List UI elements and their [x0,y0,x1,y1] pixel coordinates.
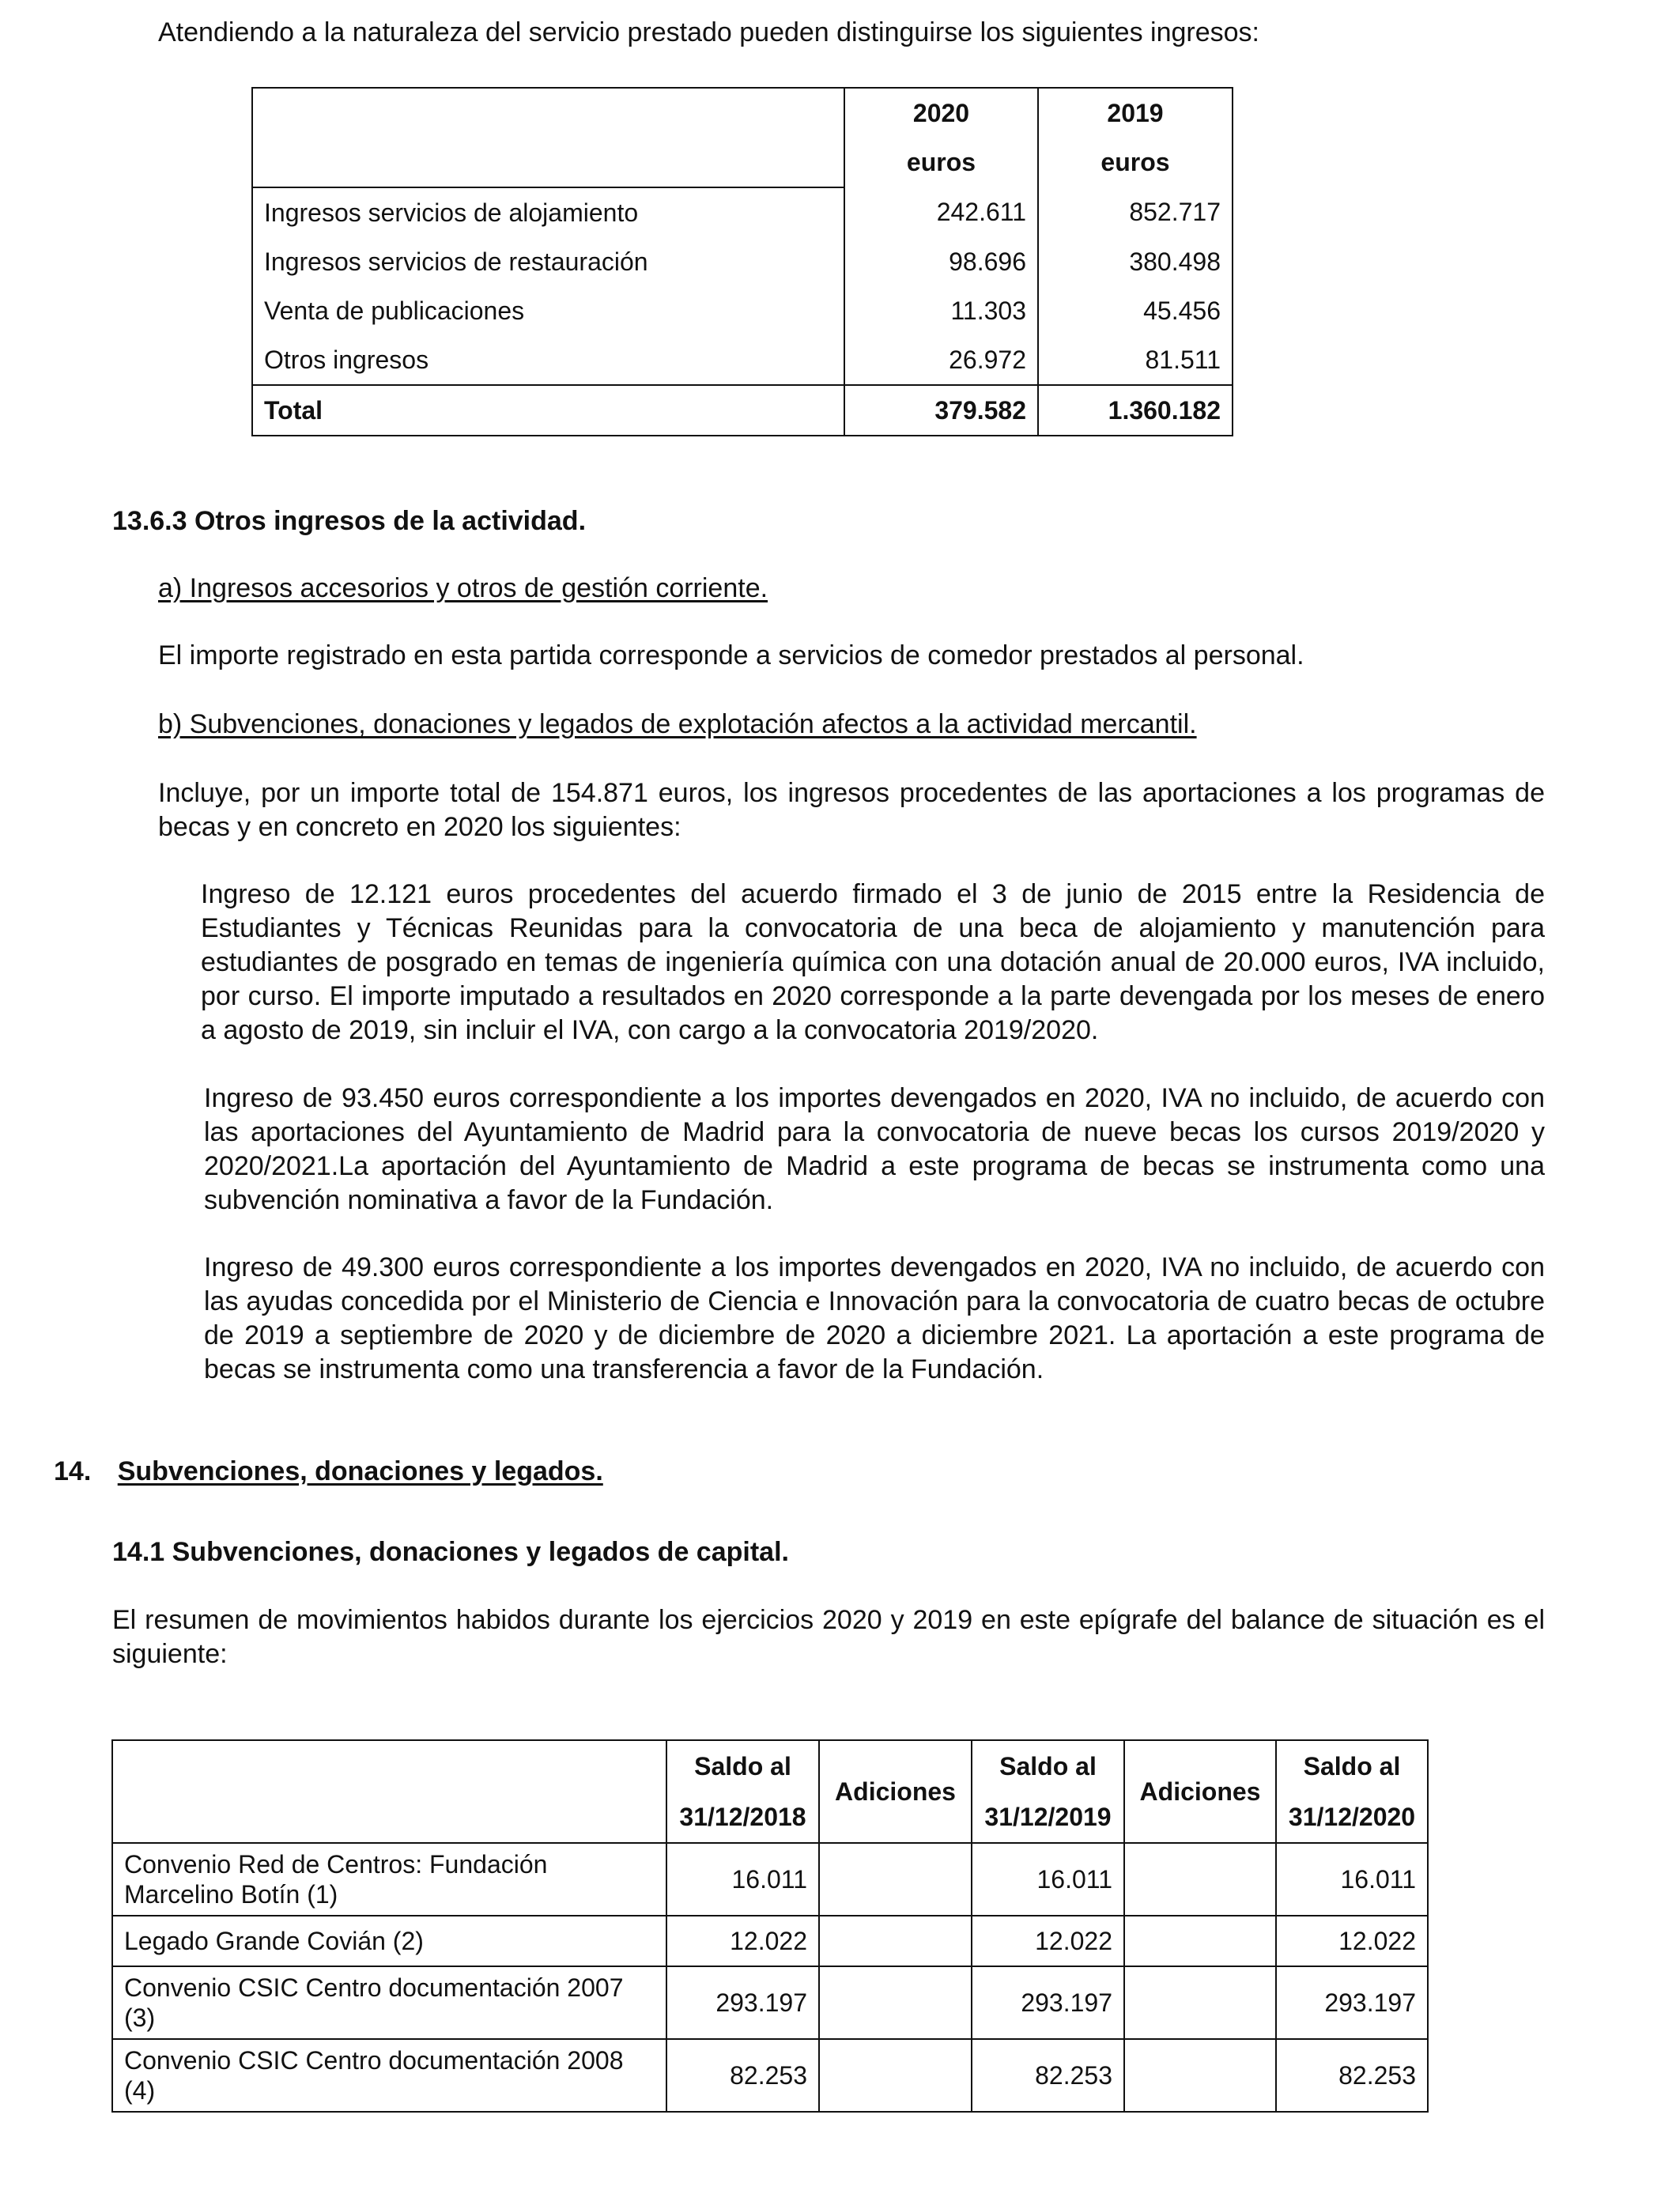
row-value-2019: 81.511 [1038,335,1233,385]
row-label: Otros ingresos [252,335,844,385]
header-line2: 31/12/2018 [679,1803,806,1831]
header-line1: Saldo al [694,1752,791,1781]
row-value-2019: 380.498 [1038,237,1233,286]
row-saldo-2020: 12.022 [1276,1916,1428,1966]
table-row [112,1966,1428,2039]
row-saldo-2019: 12.022 [972,1916,1124,1966]
row-label: Convenio Red de Centros: Fundación Marcelino Botín (1) [112,1843,666,1916]
header-line2: 31/12/2020 [1288,1803,1416,1831]
section-heading-13-6-3: 13.6.3 Otros ingresos de la actividad. [112,506,587,536]
table-total-row [252,385,1233,436]
section-14-heading [54,1455,603,1489]
table-row [112,1843,1428,1916]
header-unit-2020: euros [844,138,1038,187]
subsection-14-1-heading: 14.1 Subvenciones, donaciones y legados de capital. [112,1537,789,1567]
header-adiciones-1: Adiciones [819,1740,972,1843]
header-line1: Saldo al [1303,1752,1401,1781]
table-row [252,335,1233,385]
row-value-2020: 26.972 [844,335,1038,385]
row-saldo-2018: 293.197 [666,1966,819,2039]
row-label: Convenio CSIC Centro documentación 2007 (3) [112,1966,666,2039]
header-adiciones-2: Adiciones [1124,1740,1276,1843]
header-year-2019: 2019 [1038,88,1233,138]
row-label: Venta de publicaciones [252,286,844,335]
row-value-2020: 242.611 [844,187,1038,237]
row-label: Convenio CSIC Centro documentación 2008 (4) [112,2039,666,2112]
row-adiciones-2 [1124,2039,1276,2112]
row-value-2019: 45.456 [1038,286,1233,335]
subsection-b-text: Incluye, por un importe total de 154.871 euros, los ingresos procedentes de las aportaciones a los programas de becas y en concreto en 2020 los siguientes: [158,778,1545,842]
header-saldo-2020 [1276,1740,1428,1843]
row-value-2020: 98.696 [844,237,1038,286]
header-saldo-2019 [972,1740,1124,1843]
table-row [112,1916,1428,1966]
row-saldo-2020: 16.011 [1276,1843,1428,1916]
row-saldo-2018: 16.011 [666,1843,819,1916]
intro-text: Atendiendo a la naturaleza del servicio prestado pueden distinguirse los siguientes ingresos: [158,17,1259,47]
row-adiciones-2 [1124,1916,1276,1966]
row-adiciones-1 [819,1916,972,1966]
row-adiciones-2 [1124,1843,1276,1916]
row-adiciones-2 [1124,1966,1276,2039]
table-header-row [112,1740,1428,1843]
subsection-a-text: El importe registrado en esta partida corresponde a servicios de comedor prestados al personal. [158,640,1304,670]
row-saldo-2018: 82.253 [666,2039,819,2112]
row-label: Legado Grande Covián (2) [112,1916,666,1966]
row-saldo-2018: 12.022 [666,1916,819,1966]
grants-table [111,1739,1429,2113]
row-value-2019: 852.717 [1038,187,1233,237]
table-header-unit-row [252,138,1233,187]
header-unit-2019: euros [1038,138,1233,187]
row-saldo-2019: 293.197 [972,1966,1124,2039]
row-adiciones-1 [819,1843,972,1916]
row-label: Ingresos servicios de restauración [252,237,844,286]
row-saldo-2019: 16.011 [972,1843,1124,1916]
list-item: Ingreso de 93.450 euros correspondiente a los importes devengados en 2020, IVA no incluido, de acuerdo con las aportaciones del Ayuntamiento de Madrid para la convocatoria de nueve becas los cursos 2019/2020 y 2020/2021.La aportación del Ayuntamiento de Madrid a este programa de becas se instrumenta como una subvención nominativa a favor de la Fundación. [204,1083,1545,1215]
header-empty-cell [252,88,844,138]
table-row [252,286,1233,335]
row-value-2020: 11.303 [844,286,1038,335]
header-empty-cell [112,1740,666,1843]
total-value-2020: 379.582 [844,385,1038,436]
header-line1: Saldo al [999,1752,1097,1781]
total-value-2019: 1.360.182 [1038,385,1233,436]
row-saldo-2019: 82.253 [972,2039,1124,2112]
header-year-2020: 2020 [844,88,1038,138]
list-item: Ingreso de 12.121 euros procedentes del acuerdo firmado el 3 de junio de 2015 entre la Residencia de Estudiantes y Técnicas Reunidas para la convocatoria de una beca de alojamiento y manutención para estudiantes de posgrado en temas de ingeniería química con una dotación anual de 20.000 euros, IVA incluido, por curso. El importe imputado a resultados en 2020 corresponde a la parte devengada por los meses de enero a agosto de 2019, sin incluir el IVA, con cargo a la convocatoria 2019/2020. [201,879,1545,1045]
section-14-number: 14. [54,1456,92,1486]
subsection-a-heading: a) Ingresos accesorios y otros de gestión corriente. [158,573,768,603]
table-row [112,2039,1428,2112]
total-label: Total [252,385,844,436]
list-item: Ingreso de 49.300 euros correspondiente a los importes devengados en 2020, IVA no incluido, de acuerdo con las ayudas concedida por el Ministerio de Ciencia e Innovación para la convocatoria de cuatro becas de octubre de 2019 a septiembre de 2020 y de diciembre de 2020 a diciembre 2021. La aportación a este programa de becas se instrumenta como una transferencia a favor de la Fundación. [204,1252,1545,1384]
table-header-row [252,88,1233,138]
section-14-text: El resumen de movimientos habidos durante los ejercicios 2020 y 2019 en este epígrafe del balance de situación es el siguiente: [112,1605,1545,1669]
row-adiciones-1 [819,2039,972,2112]
row-adiciones-1 [819,1966,972,2039]
table-row [252,237,1233,286]
header-saldo-2018 [666,1740,819,1843]
row-saldo-2020: 82.253 [1276,2039,1428,2112]
header-line2: 31/12/2019 [984,1803,1112,1831]
subsection-b-heading: b) Subvenciones, donaciones y legados de explotación afectos a la actividad mercantil. [158,709,1197,739]
row-label: Ingresos servicios de alojamiento [252,187,844,237]
table-row [252,187,1233,237]
income-table [251,87,1233,436]
row-saldo-2020: 293.197 [1276,1966,1428,2039]
header-empty-cell [252,138,844,187]
section-14-title: Subvenciones, donaciones y legados. [117,1456,603,1486]
